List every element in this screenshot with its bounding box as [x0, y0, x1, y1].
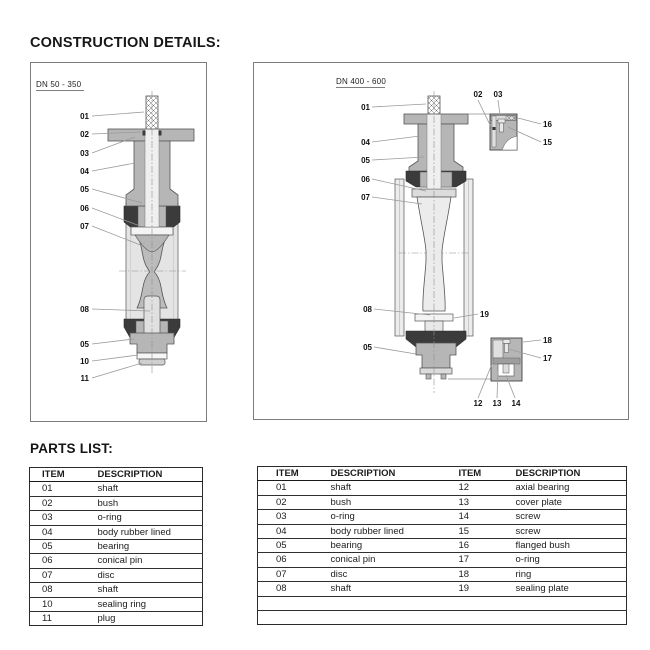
table-row — [30, 496, 203, 510]
description-cell: body rubber lined — [313, 524, 441, 538]
description-cell: shaft — [313, 582, 441, 596]
description-cell: shaft — [86, 583, 203, 597]
callout-03: 03 — [80, 149, 89, 158]
description-cell: cover plate — [498, 495, 627, 509]
table-row — [30, 511, 203, 525]
bush — [159, 131, 162, 136]
callout-02: 02 — [80, 130, 89, 139]
item-cell: 12 — [441, 481, 498, 495]
item-cell — [441, 611, 498, 625]
description-cell — [313, 611, 441, 625]
item-cell: 08 — [258, 582, 313, 596]
item-cell: 04 — [30, 525, 86, 539]
item-cell: 17 — [441, 553, 498, 567]
table-header-row — [258, 467, 627, 481]
item-cell: 18 — [441, 567, 498, 581]
callout-18: 18 — [543, 336, 552, 345]
description-cell: flanged bush — [498, 539, 627, 553]
table-row — [258, 510, 627, 524]
callout-06: 06 — [80, 204, 89, 213]
table-row — [30, 583, 203, 597]
table-row — [258, 524, 627, 538]
dn400-600-drawing — [254, 63, 628, 419]
item-cell: 07 — [258, 567, 313, 581]
callout-04: 04 — [361, 138, 370, 147]
description-cell: o-ring — [313, 510, 441, 524]
item-cell: 05 — [30, 540, 86, 554]
item-cell: 13 — [441, 495, 498, 509]
description-cell: ring — [498, 567, 627, 581]
item-cell: 07 — [30, 568, 86, 582]
callout-10: 10 — [80, 357, 89, 366]
table-row — [30, 525, 203, 539]
construction-details-title: CONSTRUCTION DETAILS: — [30, 35, 221, 51]
callout-07: 07 — [361, 193, 370, 202]
callout-03: 03 — [493, 90, 503, 99]
description-cell: sealing ring — [86, 597, 203, 611]
description-cell: body rubber lined — [86, 525, 203, 539]
description-cell: conical pin — [86, 554, 203, 568]
description-cell: screw — [498, 510, 627, 524]
top-detail-inset — [490, 114, 517, 150]
table-row — [258, 553, 627, 567]
description-cell: bush — [86, 496, 203, 510]
callout-08: 08 — [363, 305, 372, 314]
table-row — [258, 596, 627, 610]
col-header-item: ITEM — [30, 468, 86, 482]
description-cell: disc — [86, 568, 203, 582]
item-cell: 05 — [258, 539, 313, 553]
item-cell: 03 — [258, 510, 313, 524]
table-row — [30, 540, 203, 554]
description-cell: disc — [313, 567, 441, 581]
callout-13: 13 — [492, 399, 502, 408]
table-header-row — [30, 468, 203, 482]
item-cell: 11 — [42, 613, 52, 625]
callout-02: 02 — [473, 90, 483, 99]
table-row — [258, 481, 627, 495]
bottom-detail-inset — [491, 338, 522, 381]
description-cell: shaft — [313, 481, 441, 495]
table-row — [258, 611, 627, 625]
callout-07: 07 — [80, 222, 89, 231]
dn50-350-drawing — [31, 63, 206, 421]
item-cell: 01 — [258, 481, 313, 495]
description-cell: conical pin — [313, 553, 441, 567]
item-cell: 16 — [441, 539, 498, 553]
table-row — [258, 582, 627, 596]
callout-01: 01 — [361, 103, 370, 112]
callout-19: 19 — [480, 310, 489, 319]
description-cell — [498, 611, 627, 625]
callout-05b: 05 — [363, 343, 372, 352]
callout-05: 05 — [361, 156, 370, 165]
callout-01: 01 — [80, 112, 89, 121]
description-cell: o-ring — [498, 553, 627, 567]
description-cell: screw — [498, 524, 627, 538]
table-row — [258, 539, 627, 553]
item-cell: 06 — [258, 553, 313, 567]
description-cell: plug — [97, 613, 116, 625]
callout-04: 04 — [80, 167, 89, 176]
description-cell: bush — [313, 495, 441, 509]
item-cell: 02 — [30, 496, 86, 510]
item-cell: 01 — [30, 482, 86, 496]
bottom-plate — [420, 368, 452, 374]
description-cell — [313, 596, 441, 610]
screw — [426, 374, 431, 379]
callout-05b: 05 — [80, 340, 89, 349]
description-cell: bearing — [313, 539, 441, 553]
col-header-item: ITEM — [258, 467, 313, 481]
parts-table-left — [29, 467, 203, 626]
description-cell: sealing plate — [498, 582, 627, 596]
callout-16: 16 — [543, 120, 552, 129]
table-row — [30, 482, 203, 496]
dn50-350-panel — [30, 62, 207, 422]
item-cell: 10 — [30, 597, 86, 611]
item-cell — [258, 611, 313, 625]
callout-05: 05 — [80, 185, 89, 194]
item-cell: 14 — [441, 510, 498, 524]
dn400-600-panel — [253, 62, 629, 420]
table-row — [30, 612, 203, 626]
callout-08: 08 — [80, 305, 89, 314]
description-cell — [498, 596, 627, 610]
table-row — [258, 567, 627, 581]
table-row — [258, 495, 627, 509]
col-header-description: DESCRIPTION — [498, 467, 627, 481]
item-cell: 06 — [30, 554, 86, 568]
table-row — [30, 597, 203, 611]
item-cell: 02 — [258, 495, 313, 509]
item-cell: 19 — [441, 582, 498, 596]
parts-list-title: PARTS LIST: — [30, 441, 113, 456]
col-header-item: ITEM — [441, 467, 498, 481]
item-cell: 04 — [258, 524, 313, 538]
item-cell — [441, 596, 498, 610]
col-header-description: DESCRIPTION — [86, 468, 203, 482]
callout-labels — [80, 112, 89, 383]
description-cell: o-ring — [86, 511, 203, 525]
col-header-description: DESCRIPTION — [313, 467, 441, 481]
dn-range-label: DN 400 - 600 — [336, 77, 386, 86]
item-cell: 03 — [30, 511, 86, 525]
description-cell: shaft — [86, 482, 203, 496]
callout-12: 12 — [473, 399, 483, 408]
table-row — [30, 568, 203, 582]
parts-table-right — [257, 466, 627, 625]
screw — [441, 374, 446, 379]
dn-range-label: DN 50 - 350 — [36, 80, 82, 89]
table-row — [30, 554, 203, 568]
description-cell: bearing — [86, 540, 203, 554]
item-cell: 15 — [441, 524, 498, 538]
callout-15: 15 — [543, 138, 552, 147]
callout-17: 17 — [543, 354, 552, 363]
item-cell: 08 — [30, 583, 86, 597]
o-ring — [143, 131, 146, 136]
callout-11: 11 — [80, 374, 89, 383]
item-cell — [258, 596, 313, 610]
description-cell: axial bearing — [498, 481, 627, 495]
callout-14: 14 — [511, 399, 521, 408]
callout-06: 06 — [361, 175, 370, 184]
bottom-housing — [416, 343, 456, 368]
callout-labels — [361, 90, 552, 408]
